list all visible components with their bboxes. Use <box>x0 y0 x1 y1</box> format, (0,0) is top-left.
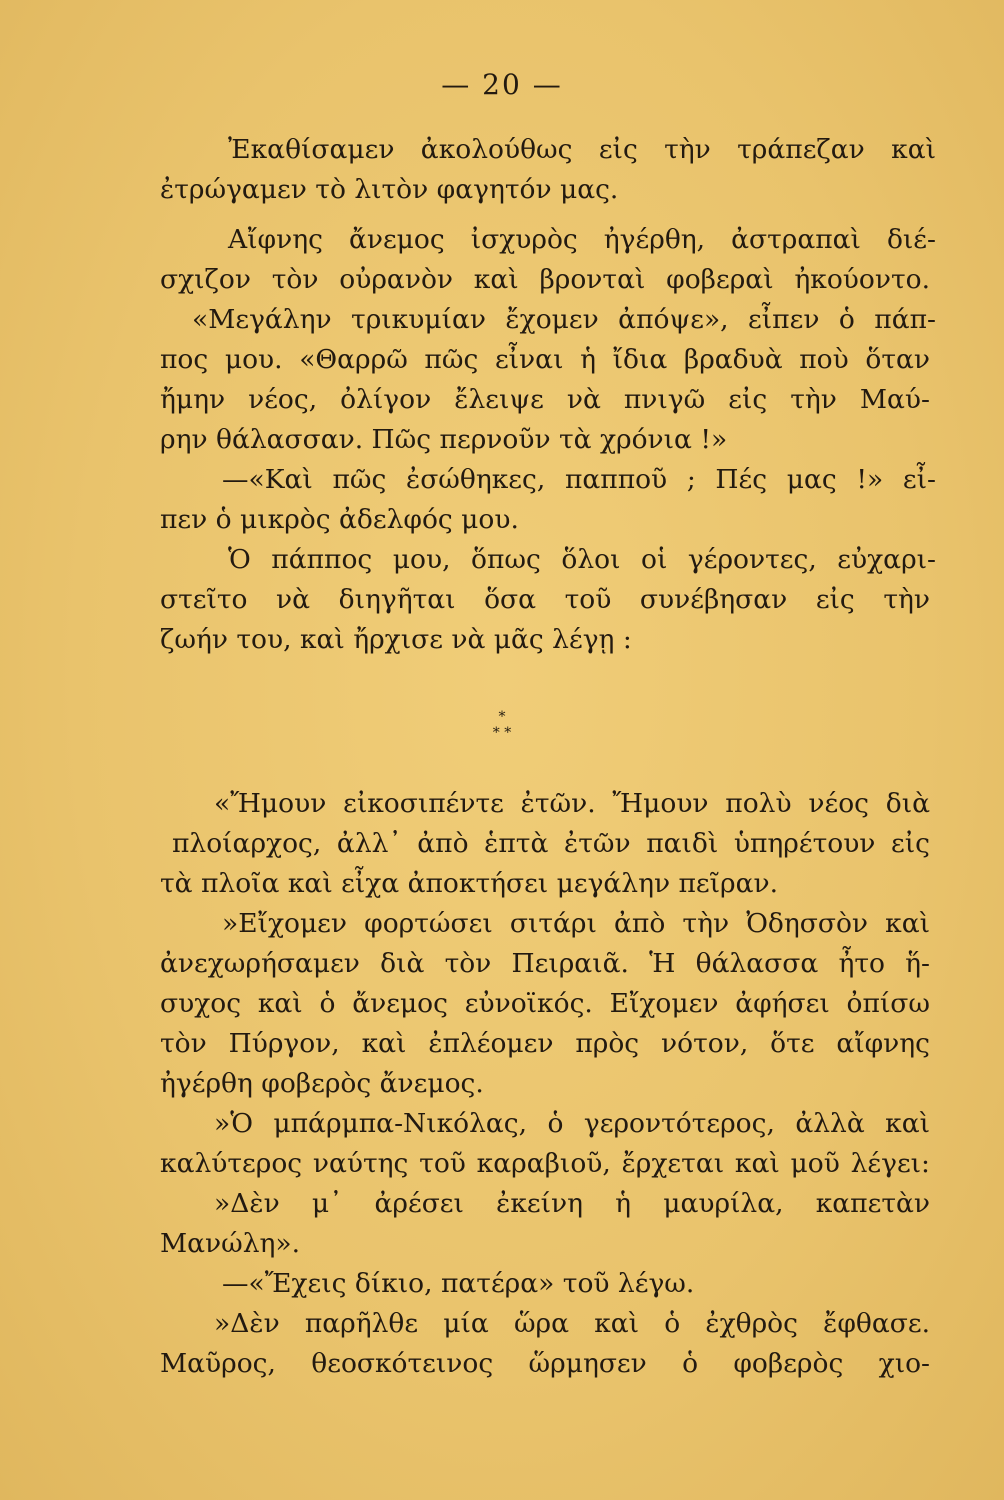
text-line: πεν ὁ μικρὸς ἀδελφός μου. <box>160 504 519 535</box>
text-line: ἀνεχωρήσαμεν διὰ τὸν Πειραιᾶ. Ἡ θάλασσα ἦτο ἥ- <box>160 948 930 979</box>
section-ornament-stars: * * <box>492 725 512 741</box>
text-line: Μαῦρος, θεοσκότεινος ὥρμησεν ὁ φοβερὸς χιο- <box>160 1348 930 1379</box>
text-line: ζωήν του, καὶ ἤρχισε νὰ μᾶς λέγῃ : <box>160 624 632 655</box>
text-line: ἤμην νέος, ὀλίγον ἔλειψε νὰ πνιγῶ εἰς τὴν Μαύ- <box>160 384 930 415</box>
text-line: —«Ἔχεις δίκιο, πατέρα» τοῦ λέγω. <box>222 1268 695 1299</box>
page-number: — 20 — <box>441 68 563 101</box>
text-line: τὸν Πύργον, καὶ ἐπλέομεν πρὸς νότον, ὅτε αἴφνης <box>160 1028 930 1059</box>
text-line: συχος καὶ ὁ ἄνεμος εὐνοϊκός. Εἴχομεν ἀφήσει ὀπίσω <box>160 988 930 1019</box>
text-line: πλοίαρχος, ἀλλ᾽ ἀπὸ ἑπτὰ ἐτῶν παιδὶ ὑπηρέτουν εἰς <box>172 828 930 859</box>
text-line: »Δὲν μ᾽ ἀρέσει ἐκείνη ἡ μαυρίλα, καπετὰν <box>214 1188 930 1219</box>
text-line: τὰ πλοῖα καὶ εἶχα ἀποκτήσει μεγάλην πεῖραν. <box>160 868 779 899</box>
text-line: »Εἴχομεν φορτώσει σιτάρι ἀπὸ τὴν Ὀδησσὸν καὶ <box>222 908 930 939</box>
text-line: »Ὁ μπάρμπα-Νικόλας, ὁ γεροντότερος, ἀλλὰ καὶ <box>214 1108 930 1139</box>
text-line: στεῖτο νὰ διηγῆται ὅσα τοῦ συνέβησαν εἰς τὴν <box>160 584 930 615</box>
text-line: »Δὲν παρῆλθε μία ὥρα καὶ ὁ ἐχθρὸς ἔφθασε. <box>214 1308 930 1339</box>
text-line: Ὁ πάππος μου, ὅπως ὅλοι οἱ γέροντες, εὐχαρι- <box>228 544 936 575</box>
text-line: πος μου. «Θαρρῶ πῶς εἶναι ἡ ἴδια βραδυὰ ποὺ ὅταν <box>160 344 930 375</box>
text-line: ἐτρώγαμεν τὸ λιτὸν φαγητόν μας. <box>160 174 619 205</box>
text-line: Μανώλη». <box>160 1228 301 1259</box>
text-line: «Ἤμουν εἰκοσιπέντε ἐτῶν. Ἤμουν πολὺ νέος διὰ <box>214 788 930 819</box>
text-line: «Μεγάλην τρικυμίαν ἔχομεν ἀπόψε», εἶπεν ὁ πάπ- <box>192 304 936 335</box>
text-line: ρην θάλασσαν. Πῶς περνοῦν τὰ χρόνια !» <box>160 424 728 455</box>
text-line: ἠγέρθη φοβερὸς ἄνεμος. <box>160 1068 484 1099</box>
section-ornament-star: * <box>498 709 506 725</box>
text-line: Αἴφνης ἄνεμος ἰσχυρὸς ἠγέρθη, ἀστραπαὶ διέ- <box>228 224 936 255</box>
text-line: —«Καὶ πῶς ἐσώθηκες, παπποῦ ; Πές μας !» εἶ- <box>222 464 936 495</box>
text-line: καλύτερος ναύτης τοῦ καραβιοῦ, ἔρχεται καὶ μοῦ λέγει: <box>160 1148 930 1179</box>
text-line: σχιζον τὸν οὐρανὸν καὶ βρονταὶ φοβεραὶ ἠκούοντο. <box>160 264 930 295</box>
text-line: Ἐκαθίσαμεν ἀκολούθως εἰς τὴν τράπεζαν καὶ <box>228 134 936 165</box>
